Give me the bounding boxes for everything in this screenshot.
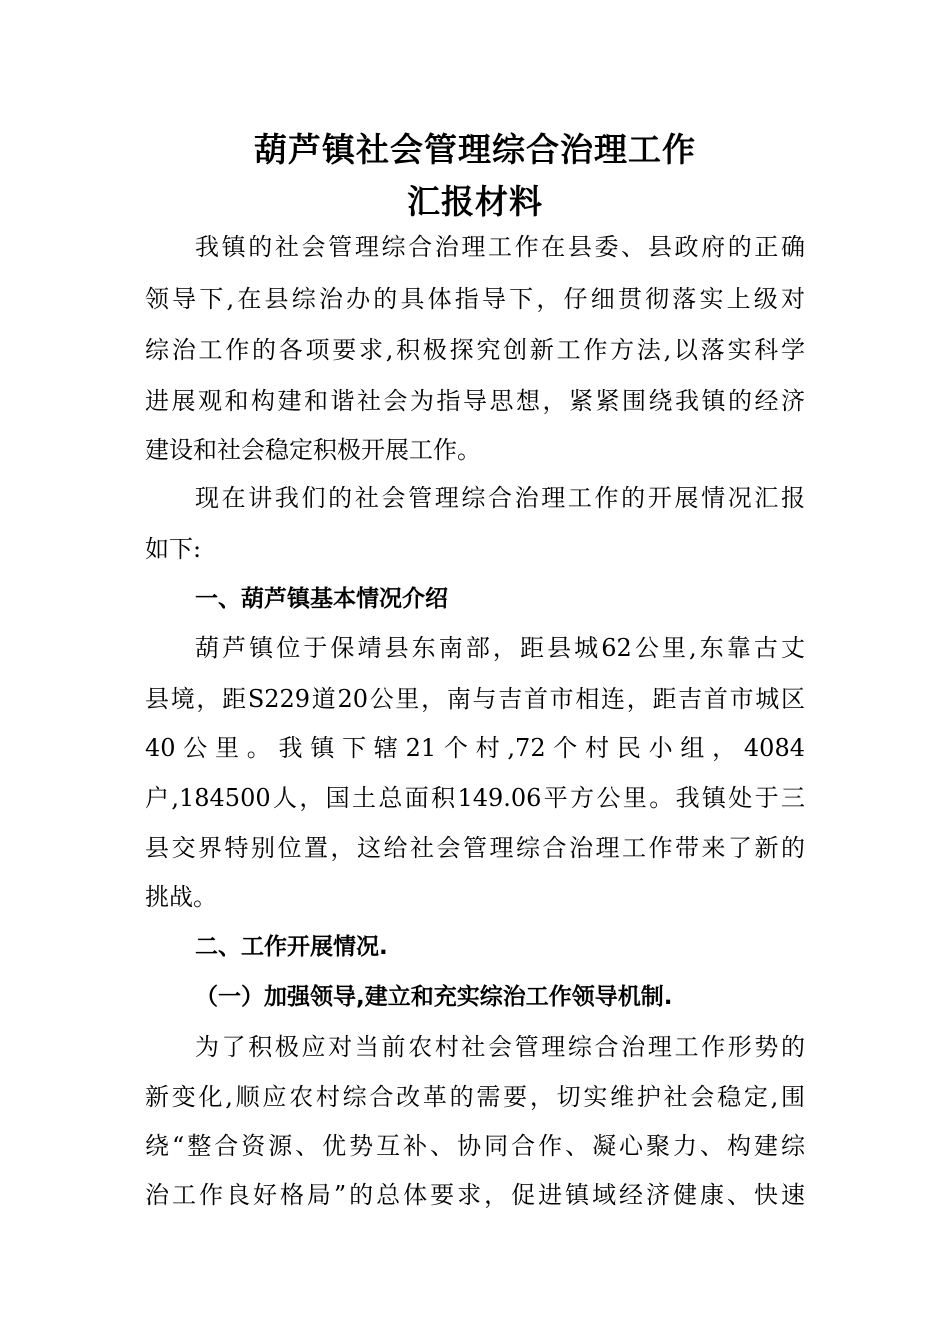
paragraph-4-line-1: 为了积极应对当前农村社会管理综合治理工作形势的 bbox=[195, 1033, 805, 1061]
paragraph-1-line-1: 我镇的社会管理综合治理工作在县委、县政府的正确 bbox=[195, 233, 805, 261]
paragraph-2-line-2: 如下: bbox=[145, 535, 202, 563]
section-heading-1: 一、葫芦镇基本情况介绍 bbox=[195, 586, 448, 612]
paragraph-4-line-2: 新变化,顺应农村综合改革的需要，切实维护社会稳定,围 bbox=[145, 1083, 805, 1111]
paragraph-1-line-5: 建设和社会稳定积极开展工作。 bbox=[145, 436, 481, 464]
paragraph-2-line-1: 现在讲我们的社会管理综合治理工作的开展情况汇报 bbox=[195, 484, 805, 512]
paragraph-3-line-4: 户,184500人，国土总面积149.06平方公里。我镇处于三 bbox=[145, 784, 805, 812]
paragraph-3-line-2: 县境，距S229道20公里，南与吉首市相连，距吉首市城区 bbox=[145, 685, 805, 713]
paragraph-3-line-5: 县交界特别位置，这给社会管理综合治理工作带来了新的 bbox=[145, 834, 805, 862]
paragraph-4-line-3: 绕“整合资源、优势互补、协同合作、凝心聚力、构建综 bbox=[145, 1132, 805, 1160]
document-title-line-2: 汇报材料 bbox=[407, 182, 543, 221]
section-heading-2: 二、工作开展情况. bbox=[195, 934, 388, 960]
paragraph-4-line-4: 治工作良好格局”的总体要求，促进镇域经济健康、快速 bbox=[145, 1181, 805, 1209]
paragraph-1-line-4: 进展观和构建和谐社会为指导思想，紧紧围绕我镇的经济 bbox=[145, 387, 805, 415]
paragraph-3-line-6: 挑战。 bbox=[145, 883, 217, 911]
paragraph-3-line-1: 葫芦镇位于保靖县东南部，距县城62公里,东靠古丈 bbox=[195, 634, 805, 662]
paragraph-1-line-3: 综治工作的各项要求,积极探究创新工作方法,以落实科学 bbox=[145, 336, 805, 364]
subsection-heading-1: （一）加强领导,建立和充实综治工作领导机制. bbox=[195, 984, 673, 1010]
document-title-line-1: 葫芦镇社会管理综合治理工作 bbox=[254, 130, 696, 169]
paragraph-3-line-3: 40 公 里 。 我 镇 下 辖 21 个 村 ,72 个 村 民 小 组 ， 4084 bbox=[145, 734, 805, 762]
paragraph-1-line-2: 领导下,在县综治办的具体指导下，仔细贯彻落实上级对 bbox=[145, 285, 805, 313]
